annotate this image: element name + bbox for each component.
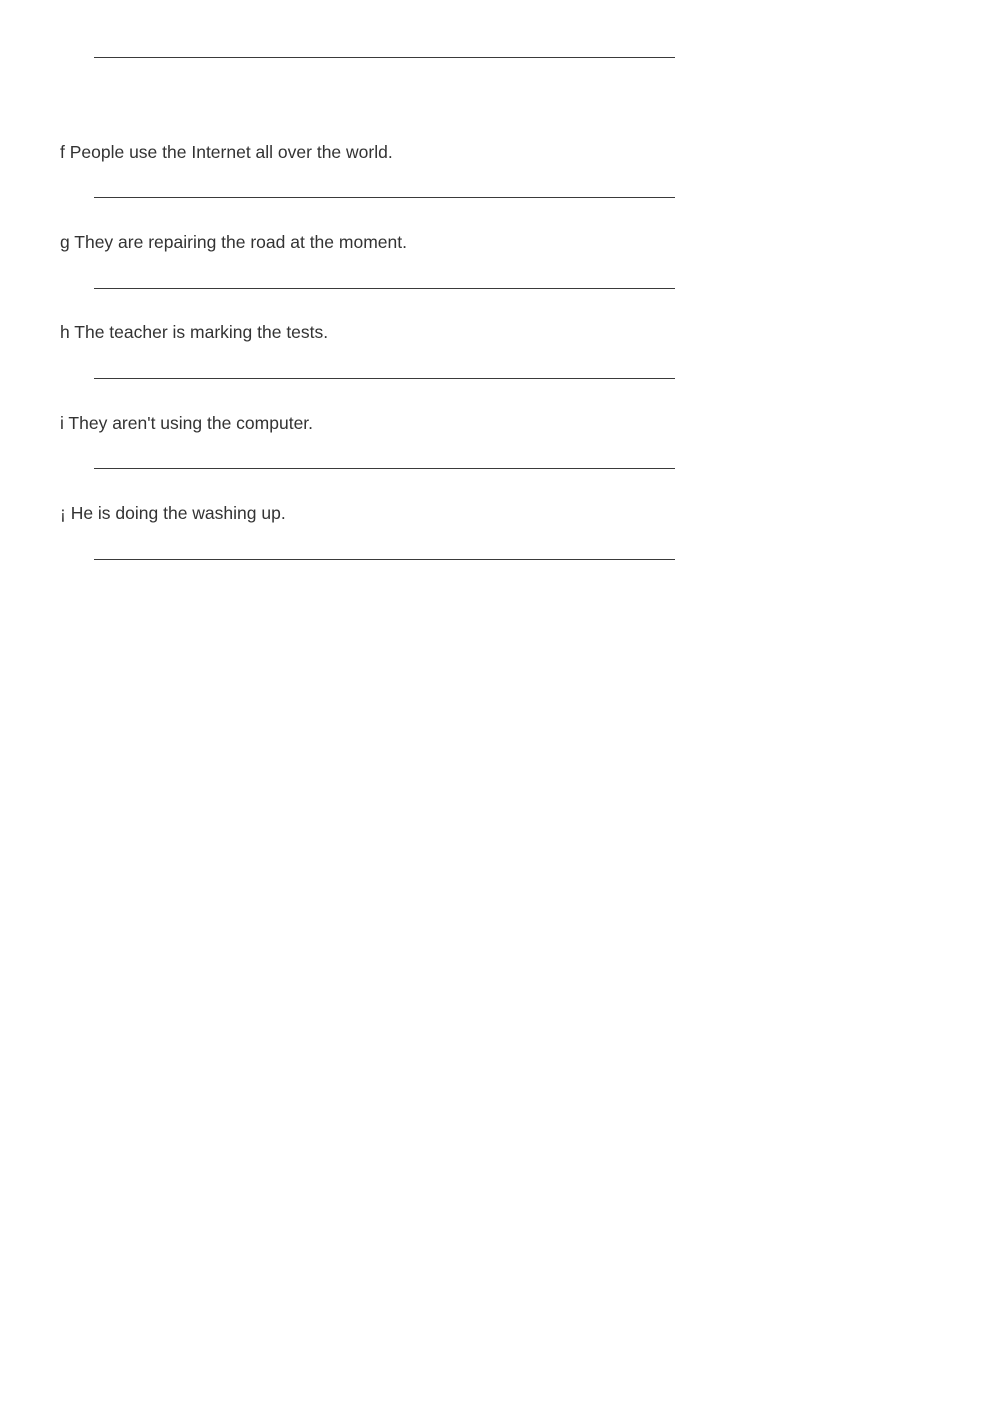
sentence-h: h The teacher is marking the tests. [60,322,329,342]
answer-line-e[interactable] [94,57,675,58]
answer-line-j[interactable] [94,559,675,560]
sentence-j: ¡ He is doing the washing up. [60,503,286,523]
sentence-g: g They are repairing the road at the moment. [60,232,407,252]
answer-line-i[interactable] [94,468,675,469]
answer-line-f[interactable] [94,197,675,198]
sentence-i: i They aren't using the computer. [60,413,314,433]
answer-line-h[interactable] [94,378,675,379]
sentence-f: f People use the Internet all over the world. [60,142,393,162]
answer-line-g[interactable] [94,288,675,289]
